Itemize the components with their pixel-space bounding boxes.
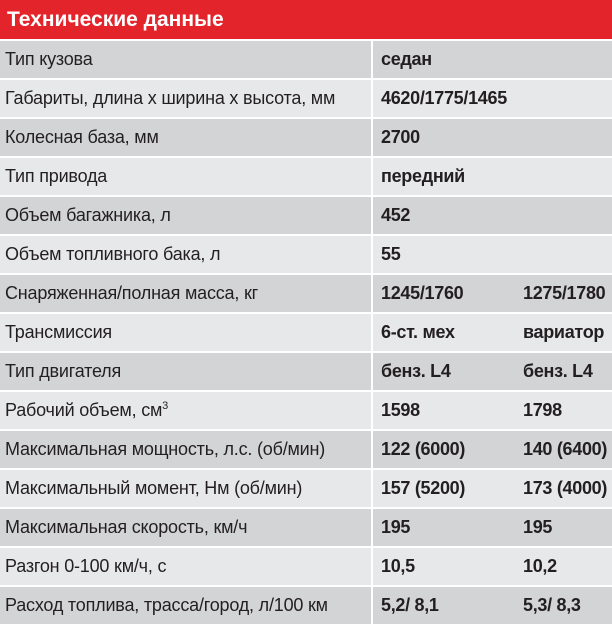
value-column-1: передний xyxy=(381,166,465,186)
row-label xyxy=(0,509,373,546)
table-row xyxy=(0,41,612,80)
row-label-text: Расход топлива, трасса/город, л/100 км xyxy=(5,595,328,615)
value-column-1: 122 (6000) xyxy=(381,439,466,459)
value-column-1: седан xyxy=(381,49,432,69)
page-title: Технические данные xyxy=(0,0,612,39)
value-column-1: 452 xyxy=(381,205,411,225)
row-label xyxy=(0,353,373,390)
row-label-text: Объем багажника, л xyxy=(5,205,171,225)
value-column-1: 4620/1775/1465 xyxy=(381,88,507,108)
value-column-1: 55 xyxy=(381,244,401,264)
table-row xyxy=(0,431,612,470)
row-label-text: Снаряженная/полная масса, кг xyxy=(5,283,259,303)
value-column-1: 1245/1760 xyxy=(381,283,464,303)
value-column-2: 10,2 xyxy=(523,556,557,576)
row-label xyxy=(0,275,373,312)
row-label-text: Разгон 0-100 км/ч, с xyxy=(5,556,167,576)
row-label-text: Максимальная мощность, л.с. (об/мин) xyxy=(5,439,326,459)
row-label-text: Колесная база, мм xyxy=(5,127,159,147)
value-column-2: бенз. L4 xyxy=(523,361,593,381)
row-label-text: Тип кузова xyxy=(5,49,93,69)
table-row xyxy=(0,236,612,275)
value-column-1: 10,5 xyxy=(381,556,415,576)
table-row xyxy=(0,470,612,509)
row-label xyxy=(0,314,373,351)
row-label xyxy=(0,392,373,429)
table-row xyxy=(0,275,612,314)
value-column-2: 173 (4000) xyxy=(523,478,608,498)
row-label-text: Габариты, длина х ширина х высота, мм xyxy=(5,88,336,108)
row-label xyxy=(0,587,373,624)
value-column-2: 195 xyxy=(523,517,553,537)
value-column-2: 140 (6400) xyxy=(523,439,608,459)
row-label-text: Максимальная скорость, км/ч xyxy=(5,517,248,537)
row-label-text: Тип привода xyxy=(5,166,108,186)
value-column-2: 1798 xyxy=(523,400,562,420)
row-label xyxy=(0,197,373,234)
value-column-2: 5,3/ 8,3 xyxy=(523,595,581,615)
table-row xyxy=(0,548,612,587)
value-column-1: бенз. L4 xyxy=(381,361,451,381)
value-column-1: 195 xyxy=(381,517,411,537)
table-row xyxy=(0,158,612,197)
table-row xyxy=(0,119,612,158)
value-column-2: вариатор xyxy=(523,322,605,342)
row-label-text: Объем топливного бака, л xyxy=(5,244,221,264)
row-label xyxy=(0,548,373,585)
row-label-text: Максимальный момент, Нм (об/мин) xyxy=(5,478,303,498)
value-column-1: 1598 xyxy=(381,400,420,420)
row-label xyxy=(0,41,373,78)
table-row xyxy=(0,587,612,626)
value-column-2: 1275/1780 xyxy=(523,283,606,303)
row-label xyxy=(0,80,373,117)
spec-table xyxy=(0,41,612,626)
row-label-text: Рабочий объем, см xyxy=(5,400,163,420)
table-row xyxy=(0,392,612,431)
row-label xyxy=(0,158,373,195)
table-row xyxy=(0,80,612,119)
value-column-1: 6-ст. мех xyxy=(381,322,455,342)
value-column-1: 2700 xyxy=(381,127,420,147)
row-label xyxy=(0,119,373,156)
value-column-1: 157 (5200) xyxy=(381,478,466,498)
row-label-text: Трансмиссия xyxy=(5,322,112,342)
table-row xyxy=(0,509,612,548)
row-label-text: Тип двигателя xyxy=(5,361,122,381)
value-column-1: 5,2/ 8,1 xyxy=(381,595,439,615)
row-label-superscript: 3 xyxy=(162,400,169,412)
table-row xyxy=(0,197,612,236)
row-label xyxy=(0,236,373,273)
table-row xyxy=(0,353,612,392)
table-row xyxy=(0,314,612,353)
row-label xyxy=(0,470,373,507)
row-label xyxy=(0,431,373,468)
